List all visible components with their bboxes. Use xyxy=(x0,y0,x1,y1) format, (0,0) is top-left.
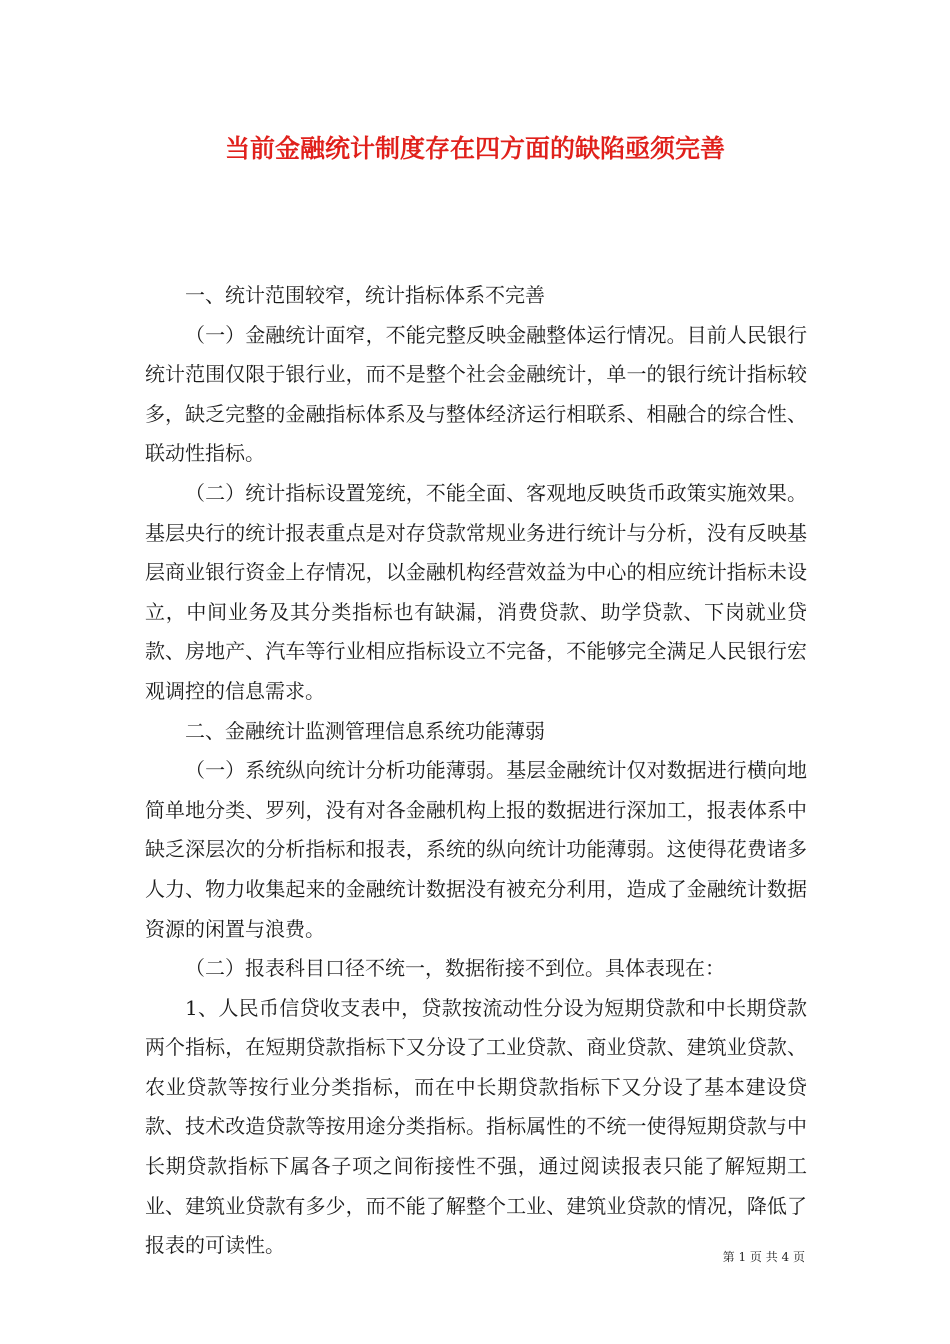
section-heading-2: 二、金融统计监测管理信息系统功能薄弱 xyxy=(185,718,545,743)
section-heading-1: 一、统计范围较窄，统计指标体系不完善 xyxy=(185,283,545,307)
paragraph: （一）系统纵向统计分析功能薄弱。基层金融统计仅对数据进行横向地简单地分类、罗列，没有对各金融机构上报的数据进行深加工，报表体系中缺乏深层次的分析指标和报表，系统的纵向统计功能薄弱。这使得花费诸多人力、物力收集起来的金融统计数据没有被充分利用，造成了金融统计数据资源的闲置与浪费。 xyxy=(145,758,807,941)
paragraph: （一）金融统计面窄，不能完整反映金融整体运行情况。目前人民银行统计范围仅限于银行业，而不是整个社会金融统计，单一的银行统计指标较多，缺乏完整的金融指标体系及与整体经济运行相联系、相融合的综合性、联动性指标。 xyxy=(145,322,807,466)
page-number: 第 1 页 共 4 页 xyxy=(722,1250,805,1264)
page-title: 当前金融统计制度存在四方面的缺陷亟须完善 xyxy=(224,134,725,163)
document-body xyxy=(145,276,807,1266)
paragraph: 1、人民币信贷收支表中，贷款按流动性分设为短期贷款和中长期贷款两个指标，在短期贷款指标下又分设了工业贷款、商业贷款、建筑业贷款、农业贷款等按行业分类指标，而在中长期贷款指标下又分设了基本建设贷款、技术改造贷款等按用途分类指标。指标属性的不统一使得短期贷款与中长期贷款指标下属各子项之间衔接性不强，通过阅读报表只能了解短期工业、建筑业贷款有多少，而不能了解整个工业、建筑业贷款的情况，降低了报表的可读性。 xyxy=(145,995,807,1258)
paragraph: （二）报表科目口径不统一，数据衔接不到位。具体表现在： xyxy=(185,956,725,981)
paragraph: （二）统计指标设置笼统，不能全面、客观地反映货币政策实施效果。基层央行的统计报表重点是对存贷款常规业务进行统计与分析，没有反映基层商业银行资金上存情况，以金融机构经营效益为中心的相应统计指标未设立，中间业务及其分类指标也有缺漏，消费贷款、助学贷款、下岗就业贷款、房地产、汽车等行业相应指标设立不完备，不能够完全满足人民银行宏观调控的信息需求。 xyxy=(145,480,807,703)
